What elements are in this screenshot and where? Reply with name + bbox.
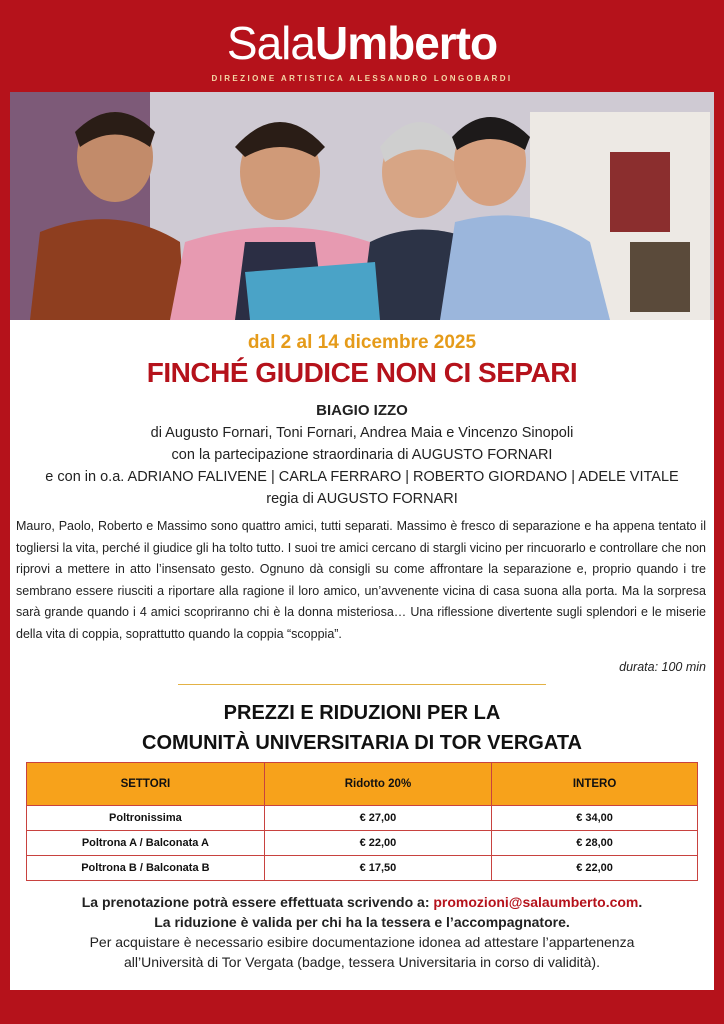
booking-info: [10, 892, 714, 972]
actors-illustration: [10, 92, 714, 320]
special-participation: con la partecipazione straordinaria di AUGUSTO FORNARI: [171, 447, 553, 463]
sector-cell: Poltrona A / Balconata A: [27, 831, 265, 856]
cast-list: e con in o.a. ADRIANO FALIVENE | CARLA FERRARO | ROBERTO GIORDANO | ADELE VITALE: [45, 469, 679, 485]
content-panel: [10, 320, 714, 990]
sector-cell: Poltronissima: [27, 806, 265, 831]
reduced-price-cell: € 27,00: [264, 806, 491, 831]
full-price-cell: € 34,00: [492, 806, 698, 831]
artistic-direction-subtitle: DIREZIONE ARTISTICA ALESSANDRO LONGOBARDI: [211, 74, 513, 83]
lead-actor: BIAGIO IZZO: [316, 402, 408, 419]
sala-umberto-logo: [0, 18, 724, 68]
prices-title-line1: PREZZI E RIDUZIONI PER LA: [223, 702, 501, 724]
reduced-price-cell: € 17,50: [264, 856, 491, 881]
show-description: Mauro, Paolo, Roberto e Massimo sono quattro amici, tutti separati. Massimo è fresco di separazione e ha appena tentato il togliersi la vita, perché il giudice gli ha tolto tutto. I suoi tre amici cercano di stargli vicino per rincuorarlo e controllare che non riprovi a mettere in atto l’insensato gesto. Ognuno dà consigli su come affrontare la separazione e, proprio quando i tre sembrano essere riusciti a riportare alla ragione il loro amico, un’avvenente vicina di casa suona alla porta. Ma la sorpresa sarà grande quando i 4 amici scopriranno chi è la donna misteriosa… Una riflessione divertente sugli splendori e le miserie della vita di coppia, soprattutto quando la coppia “scoppia”.: [16, 519, 706, 641]
prices-table: [26, 762, 698, 881]
header-reduced: Ridotto 20%: [264, 763, 491, 806]
prices-title-line2: COMUNITÀ UNIVERSITARIA DI TOR VERGATA: [142, 732, 582, 754]
show-duration: durata: 100 min: [619, 660, 706, 674]
header: [0, 0, 724, 92]
show-photo: [10, 92, 714, 320]
full-price-cell: € 22,00: [492, 856, 698, 881]
logo-part-umberto: Umberto: [314, 17, 498, 69]
show-dates: dal 2 al 14 dicembre 2025: [247, 332, 477, 353]
booking-line-1: [10, 892, 714, 912]
header-full: INTERO: [492, 763, 698, 806]
booking-text: La prenotazione potrà essere effettuata scrivendo a:: [81, 894, 434, 910]
show-title: FINCHÉ GIUDICE NON CI SEPARI: [146, 357, 578, 388]
booking-line-4: all’Università di Tor Vergata (badge, tessera Universitaria in corso di validità).: [124, 954, 600, 970]
booking-email-link[interactable]: promozioni@salaumberto.com: [433, 894, 639, 910]
table-row: [27, 831, 698, 856]
header-sectors: SETTORI: [27, 763, 265, 806]
authors: di Augusto Fornari, Toni Fornari, Andrea Maia e Vincenzo Sinopoli: [150, 425, 574, 441]
reduced-price-cell: € 22,00: [264, 831, 491, 856]
director: regia di AUGUSTO FORNARI: [266, 491, 458, 507]
sector-cell: Poltrona B / Balconata B: [27, 856, 265, 881]
booking-line-2: [10, 912, 714, 932]
booking-line-end: .: [638, 894, 643, 910]
logo-part-sala: Sala: [226, 17, 315, 69]
full-price-cell: € 28,00: [492, 831, 698, 856]
table-header-row: [27, 763, 698, 806]
reduction-note: La riduzione è valida per chi ha la tessera e l’accompagnatore.: [154, 914, 570, 930]
divider: [178, 684, 546, 685]
booking-line-3: Per acquistare è necessario esibire documentazione idonea ad attestare l’appartenenza: [89, 934, 635, 950]
table-row: [27, 856, 698, 881]
prices-title: [10, 698, 714, 758]
credits: [10, 400, 714, 510]
table-row: [27, 806, 698, 831]
